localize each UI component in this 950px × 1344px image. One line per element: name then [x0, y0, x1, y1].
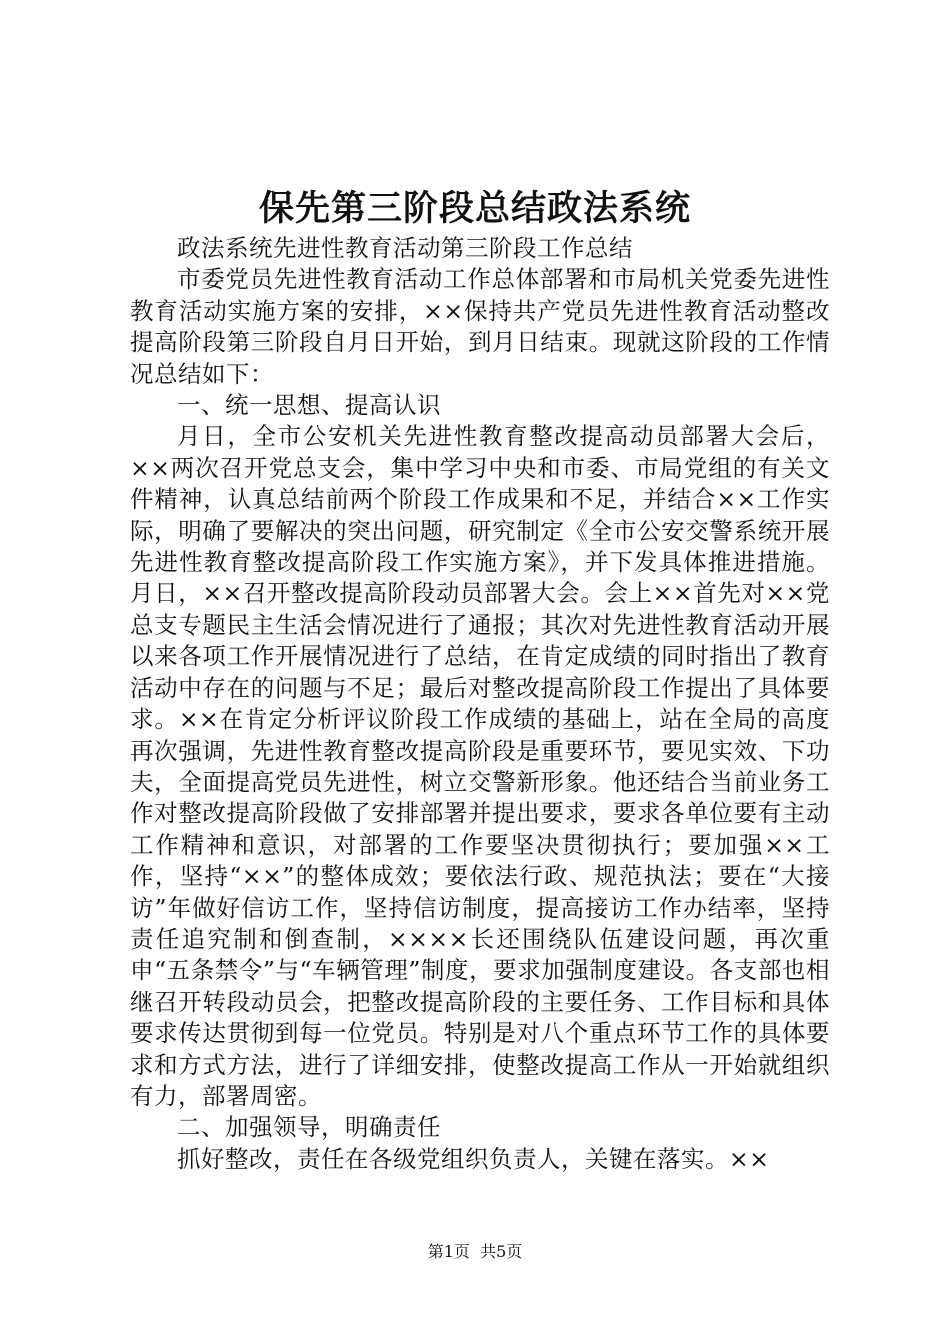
body-paragraph: 月日，全市公安机关先进性教育整改提高动员部署大会后，××两次召开党总支会，集中学习中央和市委、市局党组的有关文件精神，认真总结前两个阶段工作成果和不足，并结合××工作实际，明确了要解决的突出问题，研究制定《全市公安交警系统开展先进性教育整改提高阶段工作实施方案》，并下发具体推进措施。月日，××召开整改提高阶段动员部署大会。会上××首先对××党总支专题民主生活会情况进行了通报；其次对先进性教育活动开展以来各项工作开展情况进行了总结，在肯定成绩的同时指出了教育活动中存在的问题与不足；最后对整改提高阶段工作提出了具体要求。××在肯定分析评议阶段工作成绩的基础上，站在全局的高度再次强调，先进性教育整改提高阶段是重要环节，要见实效、下功夫，全面提高党员先进性，树立交警新形象。他还结合当前业务工作对整改提高阶段做了安排部署并提出要求，要求各单位要有主动工作精神和意识，对部署的工作要坚决贯彻执行；要加强××工作，坚持“××”的整体成效；要依法行政、规范执法；要在“大接访”年做好信访工作，坚持信访制度，提高接访工作办结率，坚持责任追究制和倒查制，××××长还围绕队伍建设问题，再次重申“五条禁令”与“车辆管理”制度，要求加强制度建设。各支部也相继召开转段动员会，把整改提高阶段的主要任务、工作目标和具体要求传达贯彻到每一位党员。特别是对八个重点环节工作的具体要求和方式方法，进行了详细安排，使整改提高工作从一开始就组织有力，部署周密。: [130, 422, 830, 1110]
body-paragraph: 抓好整改，责任在各级党组织负责人，关键在落实。××: [177, 1144, 770, 1173]
section-heading-1: 一、统一思想、提高认识: [177, 391, 441, 420]
subtitle-paragraph: 政法系统先进性教育活动第三阶段工作总结: [177, 234, 633, 262]
page-total: 共5页: [480, 1242, 523, 1261]
document-title: 保先第三阶段总结政法系统: [258, 188, 691, 229]
section-heading-2: 二、加强领导，明确责任: [177, 1113, 441, 1142]
page-footer: [0, 1240, 950, 1264]
document-body: [130, 233, 830, 1175]
page-number: 第1页: [427, 1242, 470, 1261]
intro-paragraph: 市委党员先进性教育活动工作总体部署和市局机关党委先进性教育活动实施方案的安排，××保持共产党员先进性教育活动整改提高阶段第三阶段自月日开始，到月日结束。现就这阶段的工作情况总结如下：: [130, 265, 830, 388]
